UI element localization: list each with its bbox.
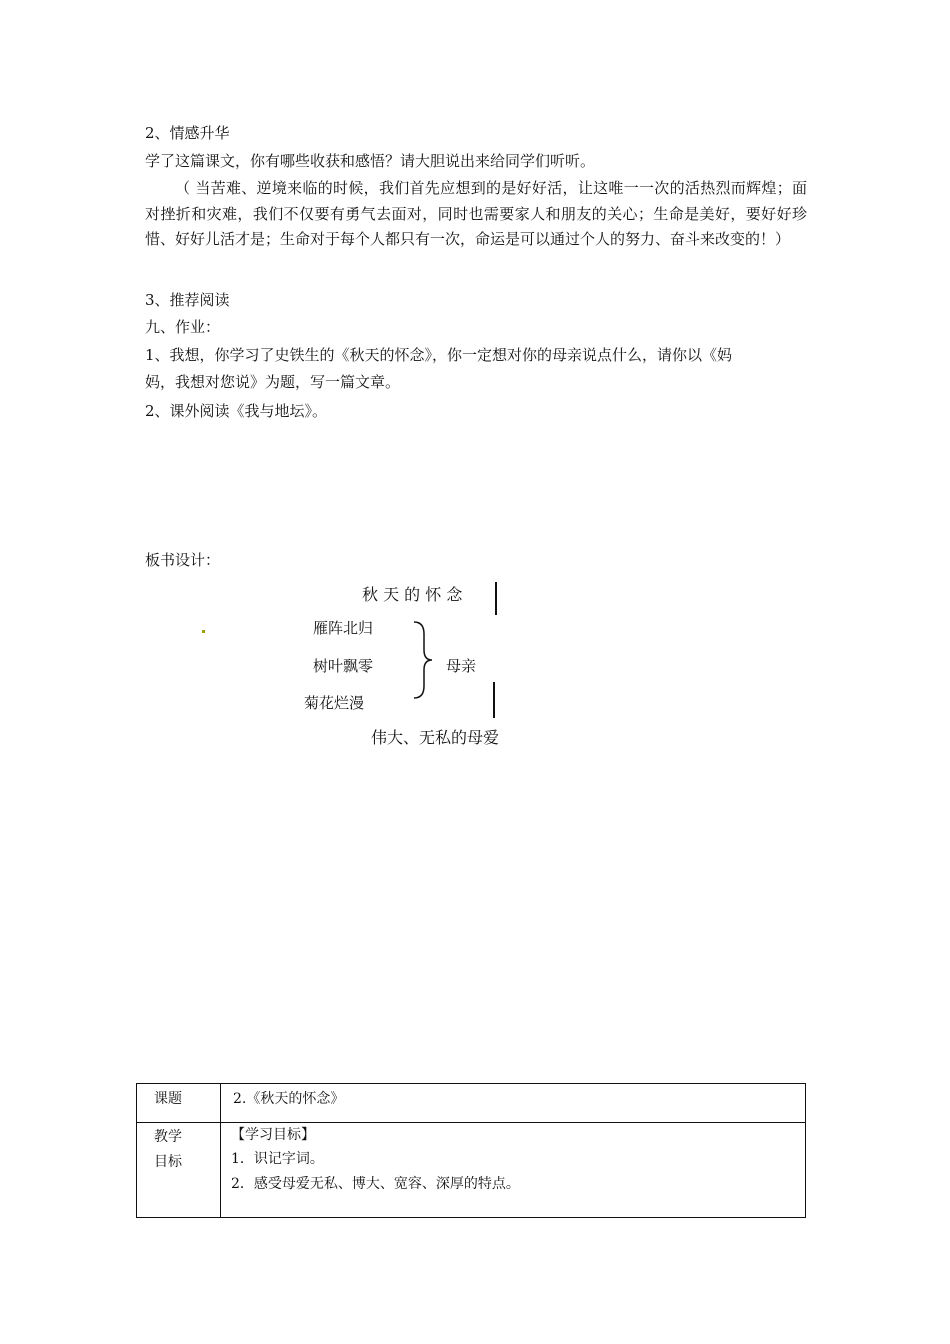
board-center-label: 母亲: [446, 657, 477, 675]
board-item-1: 雁阵北归: [313, 619, 374, 637]
section-2-heading: 2、情感升华: [145, 124, 230, 142]
curly-brace-icon: [410, 620, 436, 700]
board-item-2: 树叶飘零: [313, 657, 374, 675]
board-title: 秋 天 的 怀 念: [362, 585, 463, 604]
goals-label-line-1: 教学: [154, 1129, 182, 1145]
section-2-answer: （ 当苦难、逆境来临的时候，我们首先应想到的是好好活，让这唯一一次的活热烈而辉煌；面对挫折和灾难，我们不仅要有勇气去面对，同时也需要家人和朋友的关心；生命是美好，要好好珍惜、好好儿活才是；生命对于每个人都只有一次，命运是可以通过个人的努力、奋斗来改变的！）: [145, 179, 807, 248]
goal-item-1: 1．识记字词。: [231, 1151, 324, 1167]
goals-heading: 【学习目标】: [231, 1127, 315, 1143]
topic-label: 课题: [154, 1091, 182, 1107]
stray-dot: [202, 630, 205, 633]
board-item-3: 菊花烂漫: [304, 694, 365, 712]
homework-item-1-line-2: 妈，我想对您说》为题，写一篇文章。: [145, 373, 401, 391]
board-vertical-line-top: [495, 582, 497, 615]
section-2-prompt: 学了这篇课文，你有哪些收获和感悟？请大胆说出来给同学们听听。: [145, 152, 596, 170]
topic-value: 2.《秋天的怀念》: [233, 1091, 345, 1107]
table-row-topic: [137, 1084, 806, 1123]
table-row-goals: [137, 1123, 806, 1218]
board-vertical-line-bottom: [493, 682, 495, 718]
board-conclusion: 伟大、无私的母爱: [371, 728, 500, 747]
board-design-label: 板书设计：: [145, 551, 221, 569]
goal-item-2: 2．感受母爱无私、博大、宽容、深厚的特点。: [231, 1176, 520, 1192]
lesson-info-table: [136, 1083, 806, 1218]
goals-label-line-2: 目标: [154, 1154, 182, 1170]
homework-item-2: 2、课外阅读《我与地坛》。: [145, 402, 328, 420]
homework-heading: 九、作业：: [145, 318, 221, 336]
homework-item-1-line-1: 1、我想，你学习了史铁生的《秋天的怀念》，你一定想对你的母亲说点什么，请你以《妈: [145, 346, 733, 364]
section-3-heading: 3、推荐阅读: [145, 291, 230, 309]
